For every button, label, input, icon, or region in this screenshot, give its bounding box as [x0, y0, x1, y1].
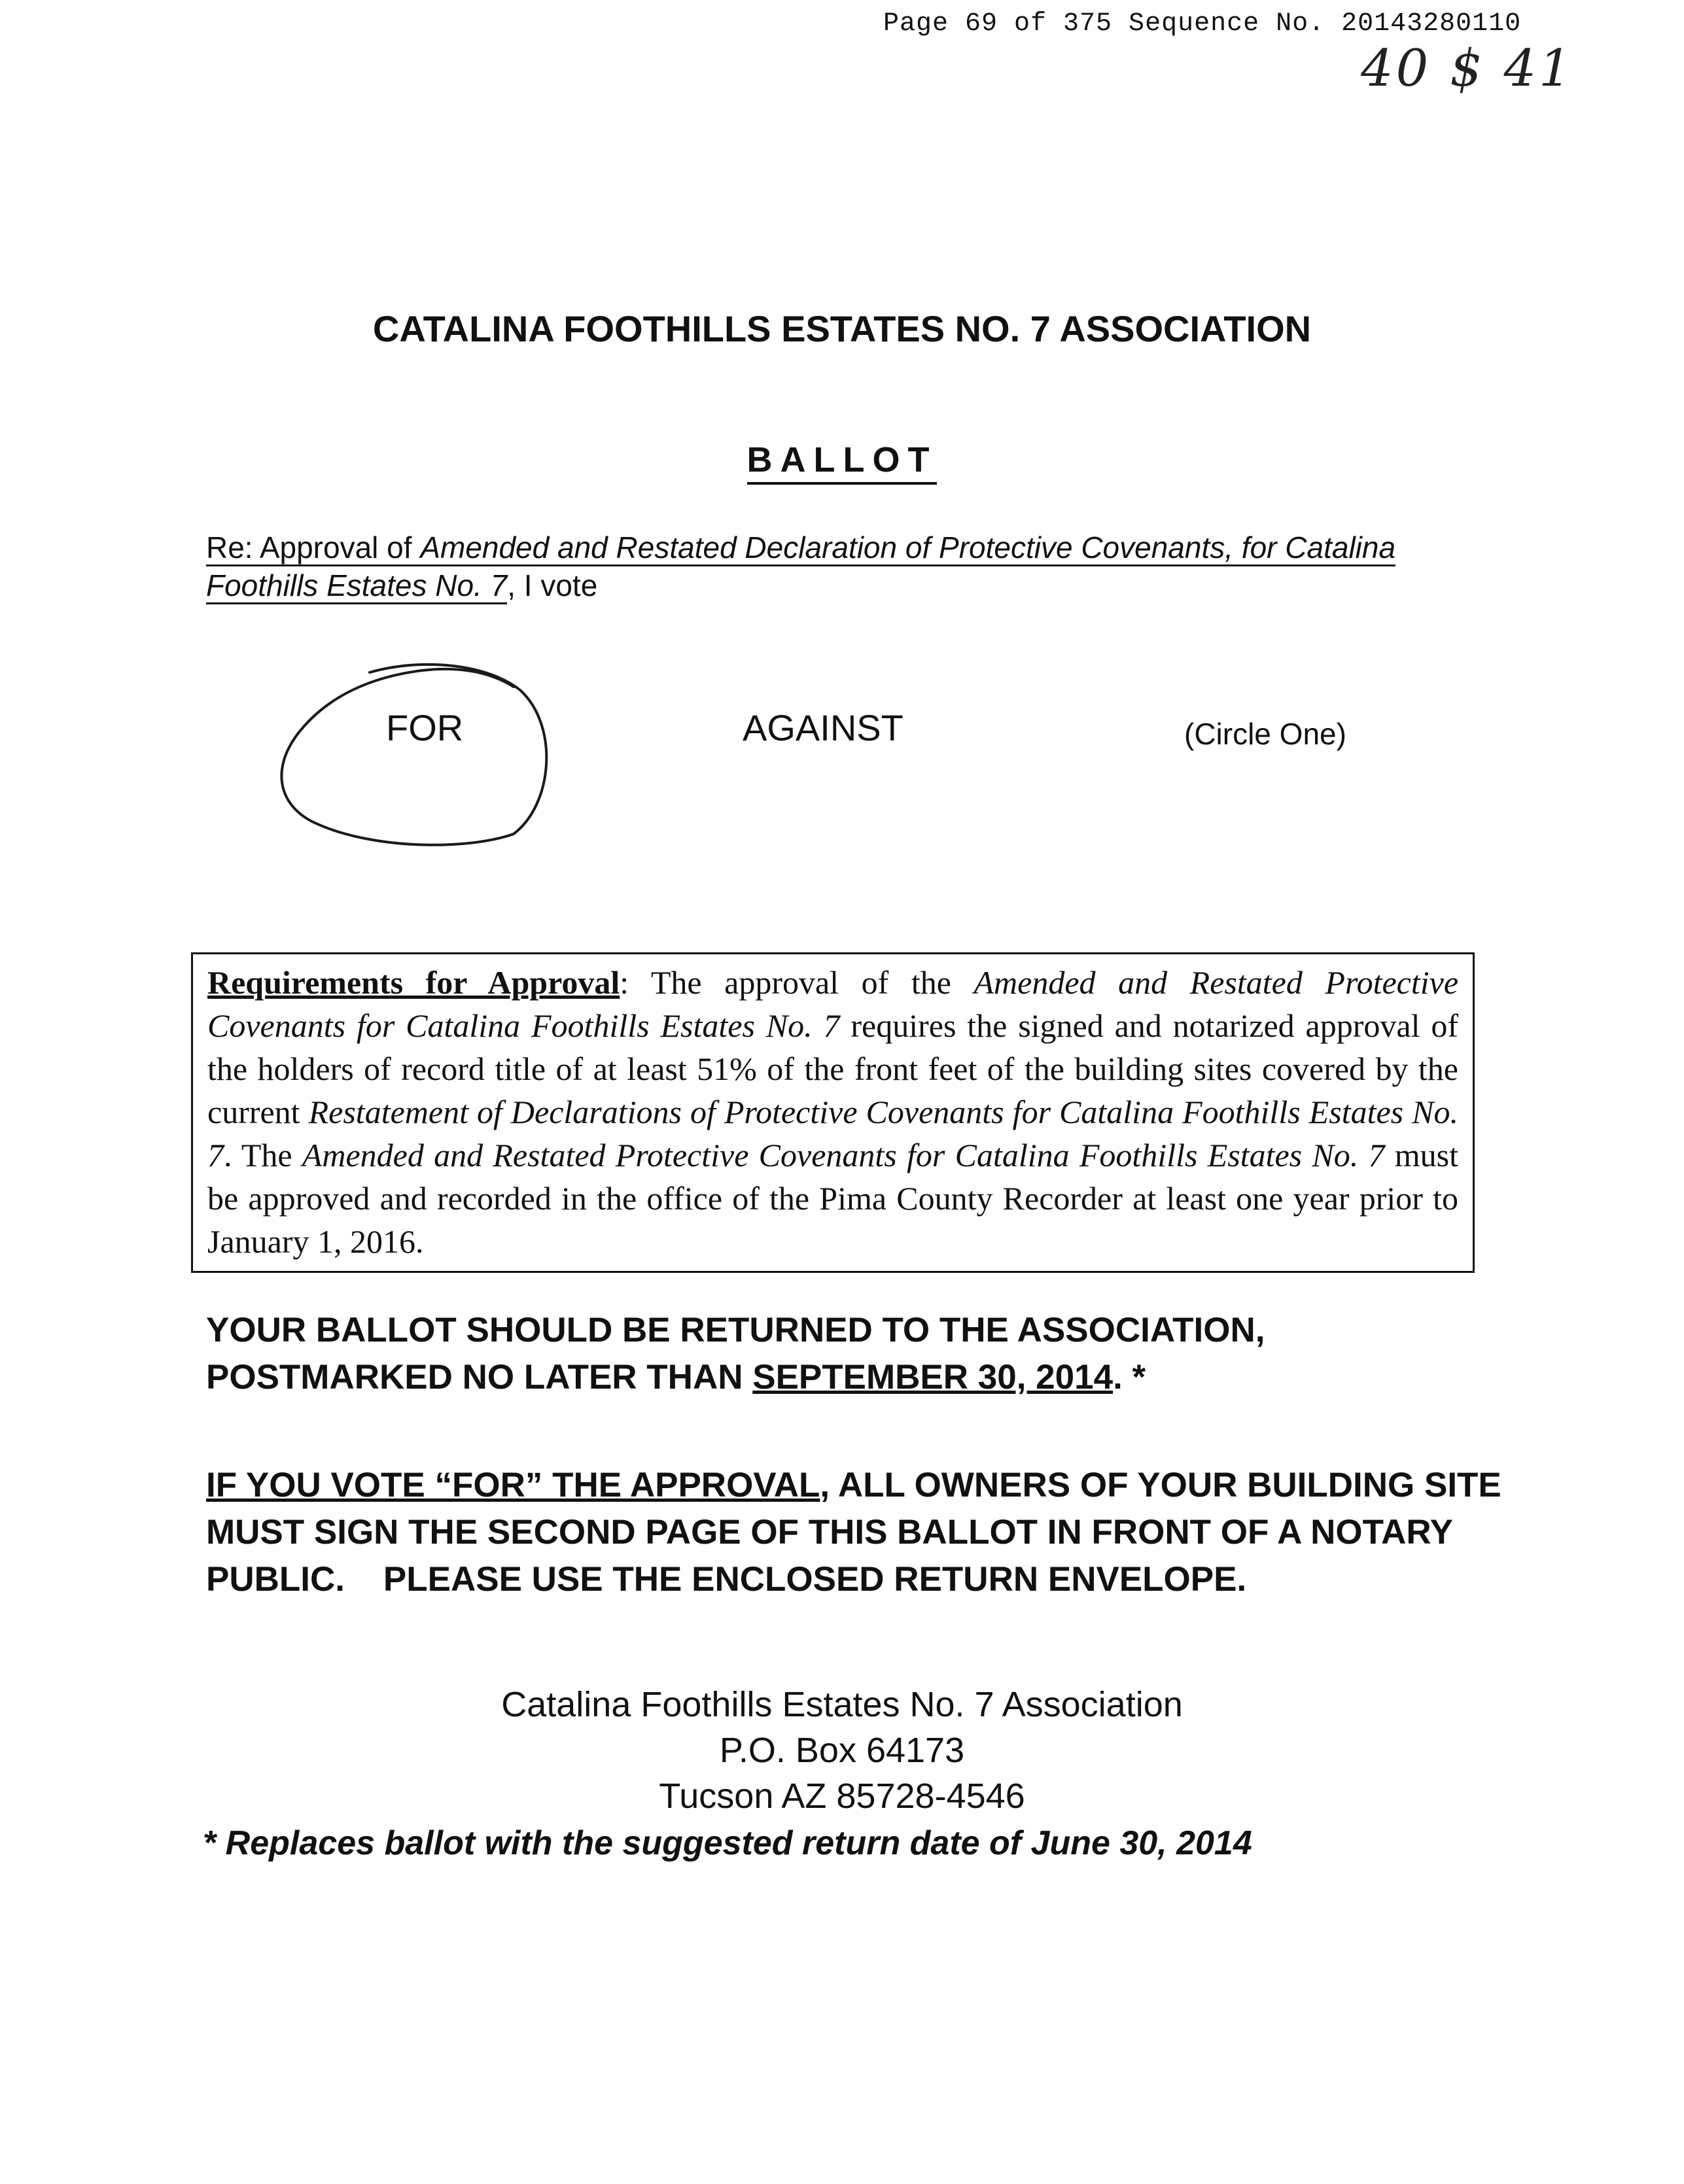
vote-option-for[interactable]: FOR — [386, 707, 464, 748]
return-date: SEPTEMBER 30, 2014 — [752, 1358, 1114, 1396]
replaces-footnote: * Replaces ballot with the suggested return date of June 30, 2014 — [203, 1824, 1252, 1862]
requirements-text: requires the signed and notarized approval of the holders of record title of at least 51% of the front feet of the building sites covered by the current — [207, 1007, 1458, 1130]
hand-drawn-circle — [272, 654, 572, 857]
notice-text: , ALL OWNERS OF YOUR BUILDING SITE MUST SIGN THE SECOND PAGE OF THIS BALLOT IN FRONT OF A NOTARY PUBLIC. PLEASE USE THE ENCLOSED RETURN ENVELOPE. — [206, 1466, 1511, 1599]
address-city: Tucson AZ 85728-4546 — [659, 1777, 1025, 1816]
requirements-text: : The approval of the — [620, 964, 974, 1001]
handwritten-note: 40 $ 41 — [1361, 39, 1574, 98]
vote-option-against[interactable]: AGAINST — [743, 707, 903, 748]
re-prefix: Re: Approval of — [206, 530, 420, 566]
requirements-doc-title: Restatement of Declarations of Protective Covenants for Catalina Foothills Estates No. 7 — [207, 1094, 1459, 1173]
notary-notice — [206, 1462, 1515, 1603]
ballot-heading-text: BALLOT — [747, 440, 938, 485]
circle-instruction: (Circle One) — [1184, 717, 1346, 751]
notice-lead: IF YOU VOTE “FOR” THE APPROVAL — [206, 1466, 820, 1504]
address-po-box: P.O. Box 64173 — [719, 1731, 965, 1770]
re-line — [206, 529, 1488, 604]
re-doc-title: Amended and Restated Declaration of Protective Covenants, for Catalina Foothills Estates No. 7 — [206, 530, 1395, 604]
requirements-doc-title: Amended and Restated Protective Covenants for Catalina Foothills Estates No. 7 — [207, 964, 1459, 1044]
ballot-heading — [0, 440, 1684, 480]
requirements-doc-title: Amended and Restated Protective Covenants for Catalina Foothills Estates No. 7 — [302, 1137, 1385, 1173]
notice-text: YOUR BALLOT SHOULD BE RETURNED TO THE ASSOCIATION, POSTMARKED NO LATER THAN — [206, 1311, 1265, 1396]
requirements-heading: Requirements for Approval — [207, 964, 620, 1001]
org-title: CATALINA FOOTHILLS ESTATES NO. 7 ASSOCIATION — [372, 308, 1312, 349]
return-deadline-notice — [206, 1307, 1515, 1401]
requirements-text: must be approved and recorded in the office of the Pima County Recorder at least one year prior to January 1, 2016. — [207, 1137, 1458, 1260]
page-sequence-header: Page 69 of 375 Sequence No. 20143280110 — [883, 9, 1522, 39]
notice-text: . * — [1113, 1358, 1146, 1396]
re-suffix: , I vote — [507, 568, 598, 602]
requirements-text: . The — [224, 1137, 302, 1173]
requirements-box — [191, 952, 1475, 1273]
address-org: Catalina Foothills Estates No. 7 Association — [501, 1685, 1183, 1724]
